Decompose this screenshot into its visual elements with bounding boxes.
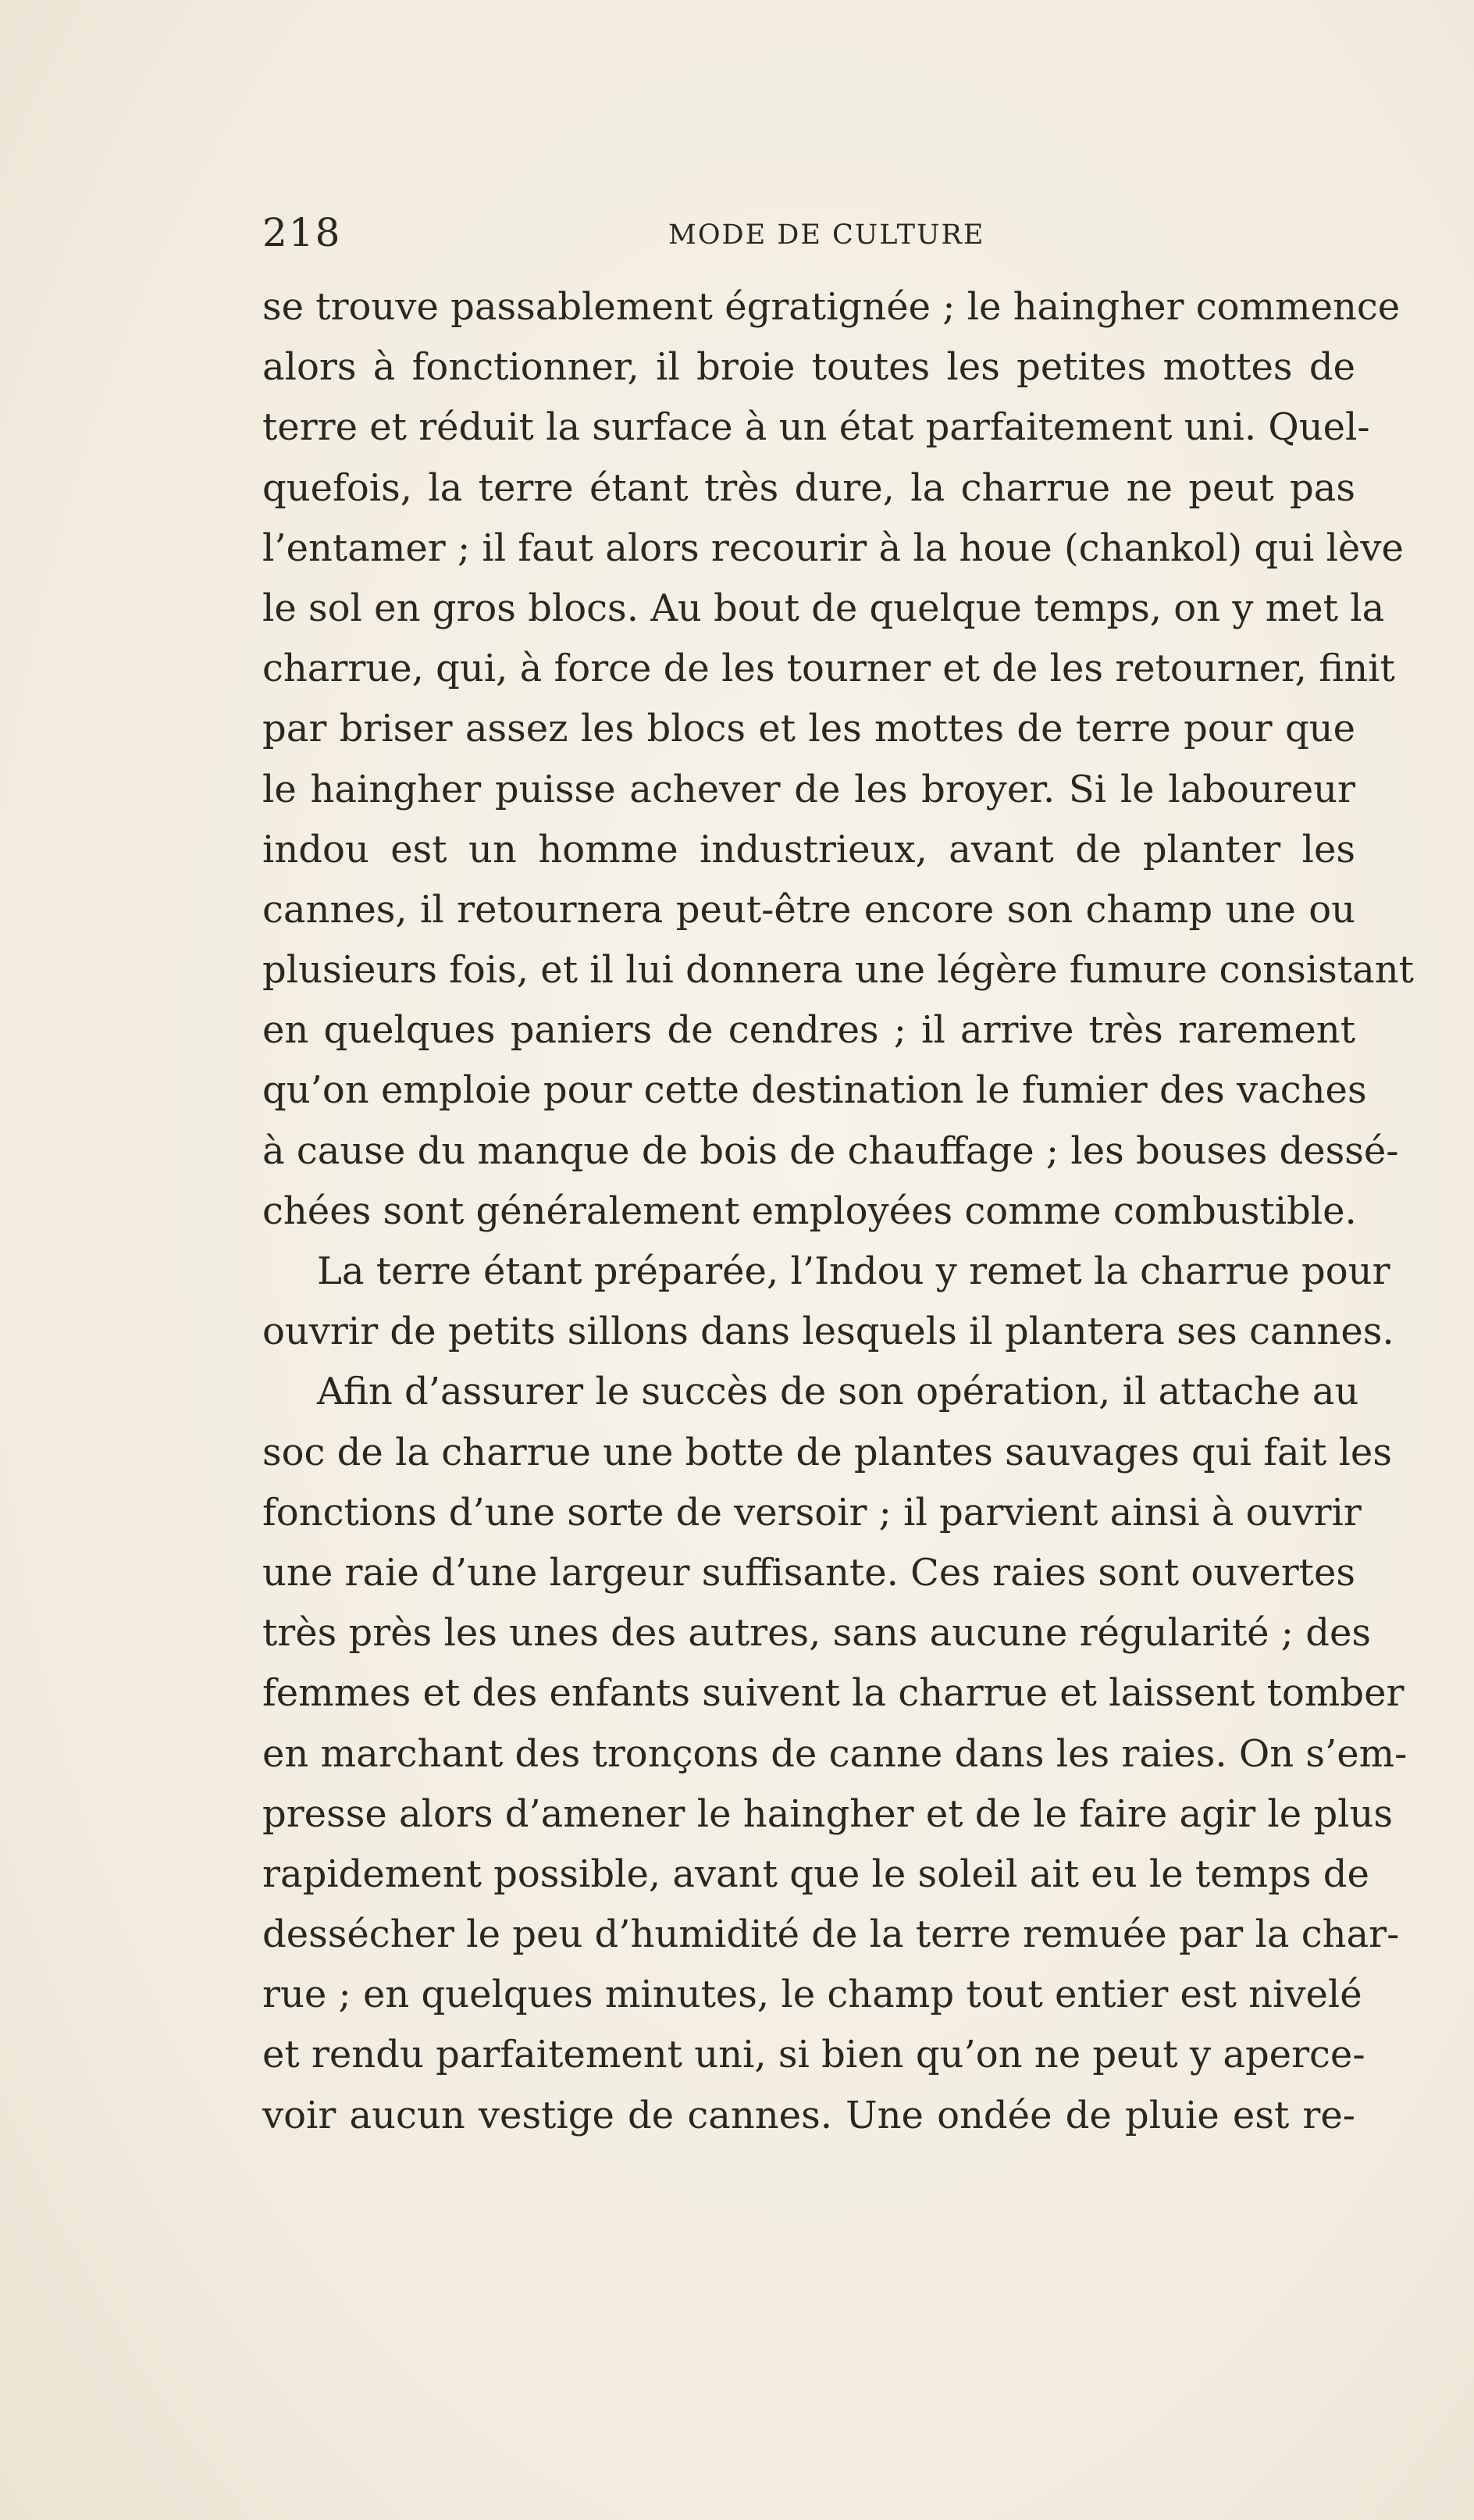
text-line: chées sont généralement employées comme combustible. (262, 1189, 1357, 1233)
text-line: alors à fonctionner, il broie toutes les petites mottes de (262, 345, 1355, 390)
text-line: indou est un homme industrieux, avant de planter les (262, 827, 1355, 871)
page-number: 218 (262, 210, 342, 255)
text-line: terre et réduit la surface à un état parfaitement uni. Quel- (262, 405, 1370, 450)
text-line: rapidement possible, avant que le soleil ait eu le temps de (262, 1852, 1369, 1896)
text-line: cannes, il retournera peut-être encore son champ une ou (262, 887, 1355, 932)
text-line: se trouve passablement égratignée ; le haingher commence (262, 285, 1401, 329)
text-line: La terre étant préparée, l’Indou y remet la charrue pour (317, 1249, 1390, 1293)
text-line: soc de la charrue une botte de plantes sauvages qui fait les (262, 1430, 1392, 1474)
text-line: fonctions d’une sorte de versoir ; il parvient ainsi à ouvrir (262, 1490, 1362, 1534)
text-line: le haingher puisse achever de les broyer. Si le laboureur (262, 767, 1355, 811)
text-line: quefois, la terre étant très dure, la charrue ne peut pas (262, 465, 1355, 510)
text-line: et rendu parfaitement uni, si bien qu’on ne peut y aperce- (262, 2033, 1365, 2077)
page-header (262, 209, 1355, 256)
text-line: Afin d’assurer le succès de son opération, il attache au (317, 1370, 1359, 1414)
text-line: très près les unes des autres, sans aucune régularité ; des (262, 1611, 1371, 1656)
running-head: MODE DE CULTURE (668, 219, 985, 251)
body-text (262, 277, 1414, 2146)
text-line: qu’on emploie pour cette destination le fumier des vaches (262, 1068, 1367, 1113)
text-line: le sol en gros blocs. Au bout de quelque temps, on y met la (262, 586, 1385, 630)
text-line: rue ; en quelques minutes, le champ tout entier est nivelé (262, 1973, 1362, 2017)
text-line: à cause du manque de bois de chauffage ; les bouses dessé- (262, 1128, 1399, 1173)
text-line: femmes et des enfants suivent la charrue et laissent tomber (262, 1671, 1405, 1716)
text-line: dessécher le peu d’humidité de la terre remuée par la char- (262, 1912, 1400, 1957)
text-line: voir aucun vestige de cannes. Une ondée de pluie est re- (262, 2093, 1355, 2137)
text-line: par briser assez les blocs et les mottes de terre pour que (262, 707, 1355, 751)
text-line: l’entamer ; il faut alors recourir à la houe (chankol) qui lève (262, 526, 1404, 570)
text-line: en marchant des tronçons de canne dans les raies. On s’em- (262, 1731, 1408, 1776)
text-line: presse alors d’amener le haingher et de le faire agir le plus (262, 1791, 1394, 1836)
text-line: en quelques paniers de cendres ; il arrive très rarement (262, 1008, 1355, 1053)
text-line: charrue, qui, à force de les tourner et de les retourner, finit (262, 647, 1395, 691)
text-line: une raie d’une largeur suffisante. Ces raies sont ouvertes (262, 1550, 1355, 1595)
text-line: ouvrir de petits sillons dans lesquels il plantera ses cannes. (262, 1310, 1394, 1354)
text-line: plusieurs fois, et il lui donnera une légère fumure consistant (262, 948, 1414, 993)
